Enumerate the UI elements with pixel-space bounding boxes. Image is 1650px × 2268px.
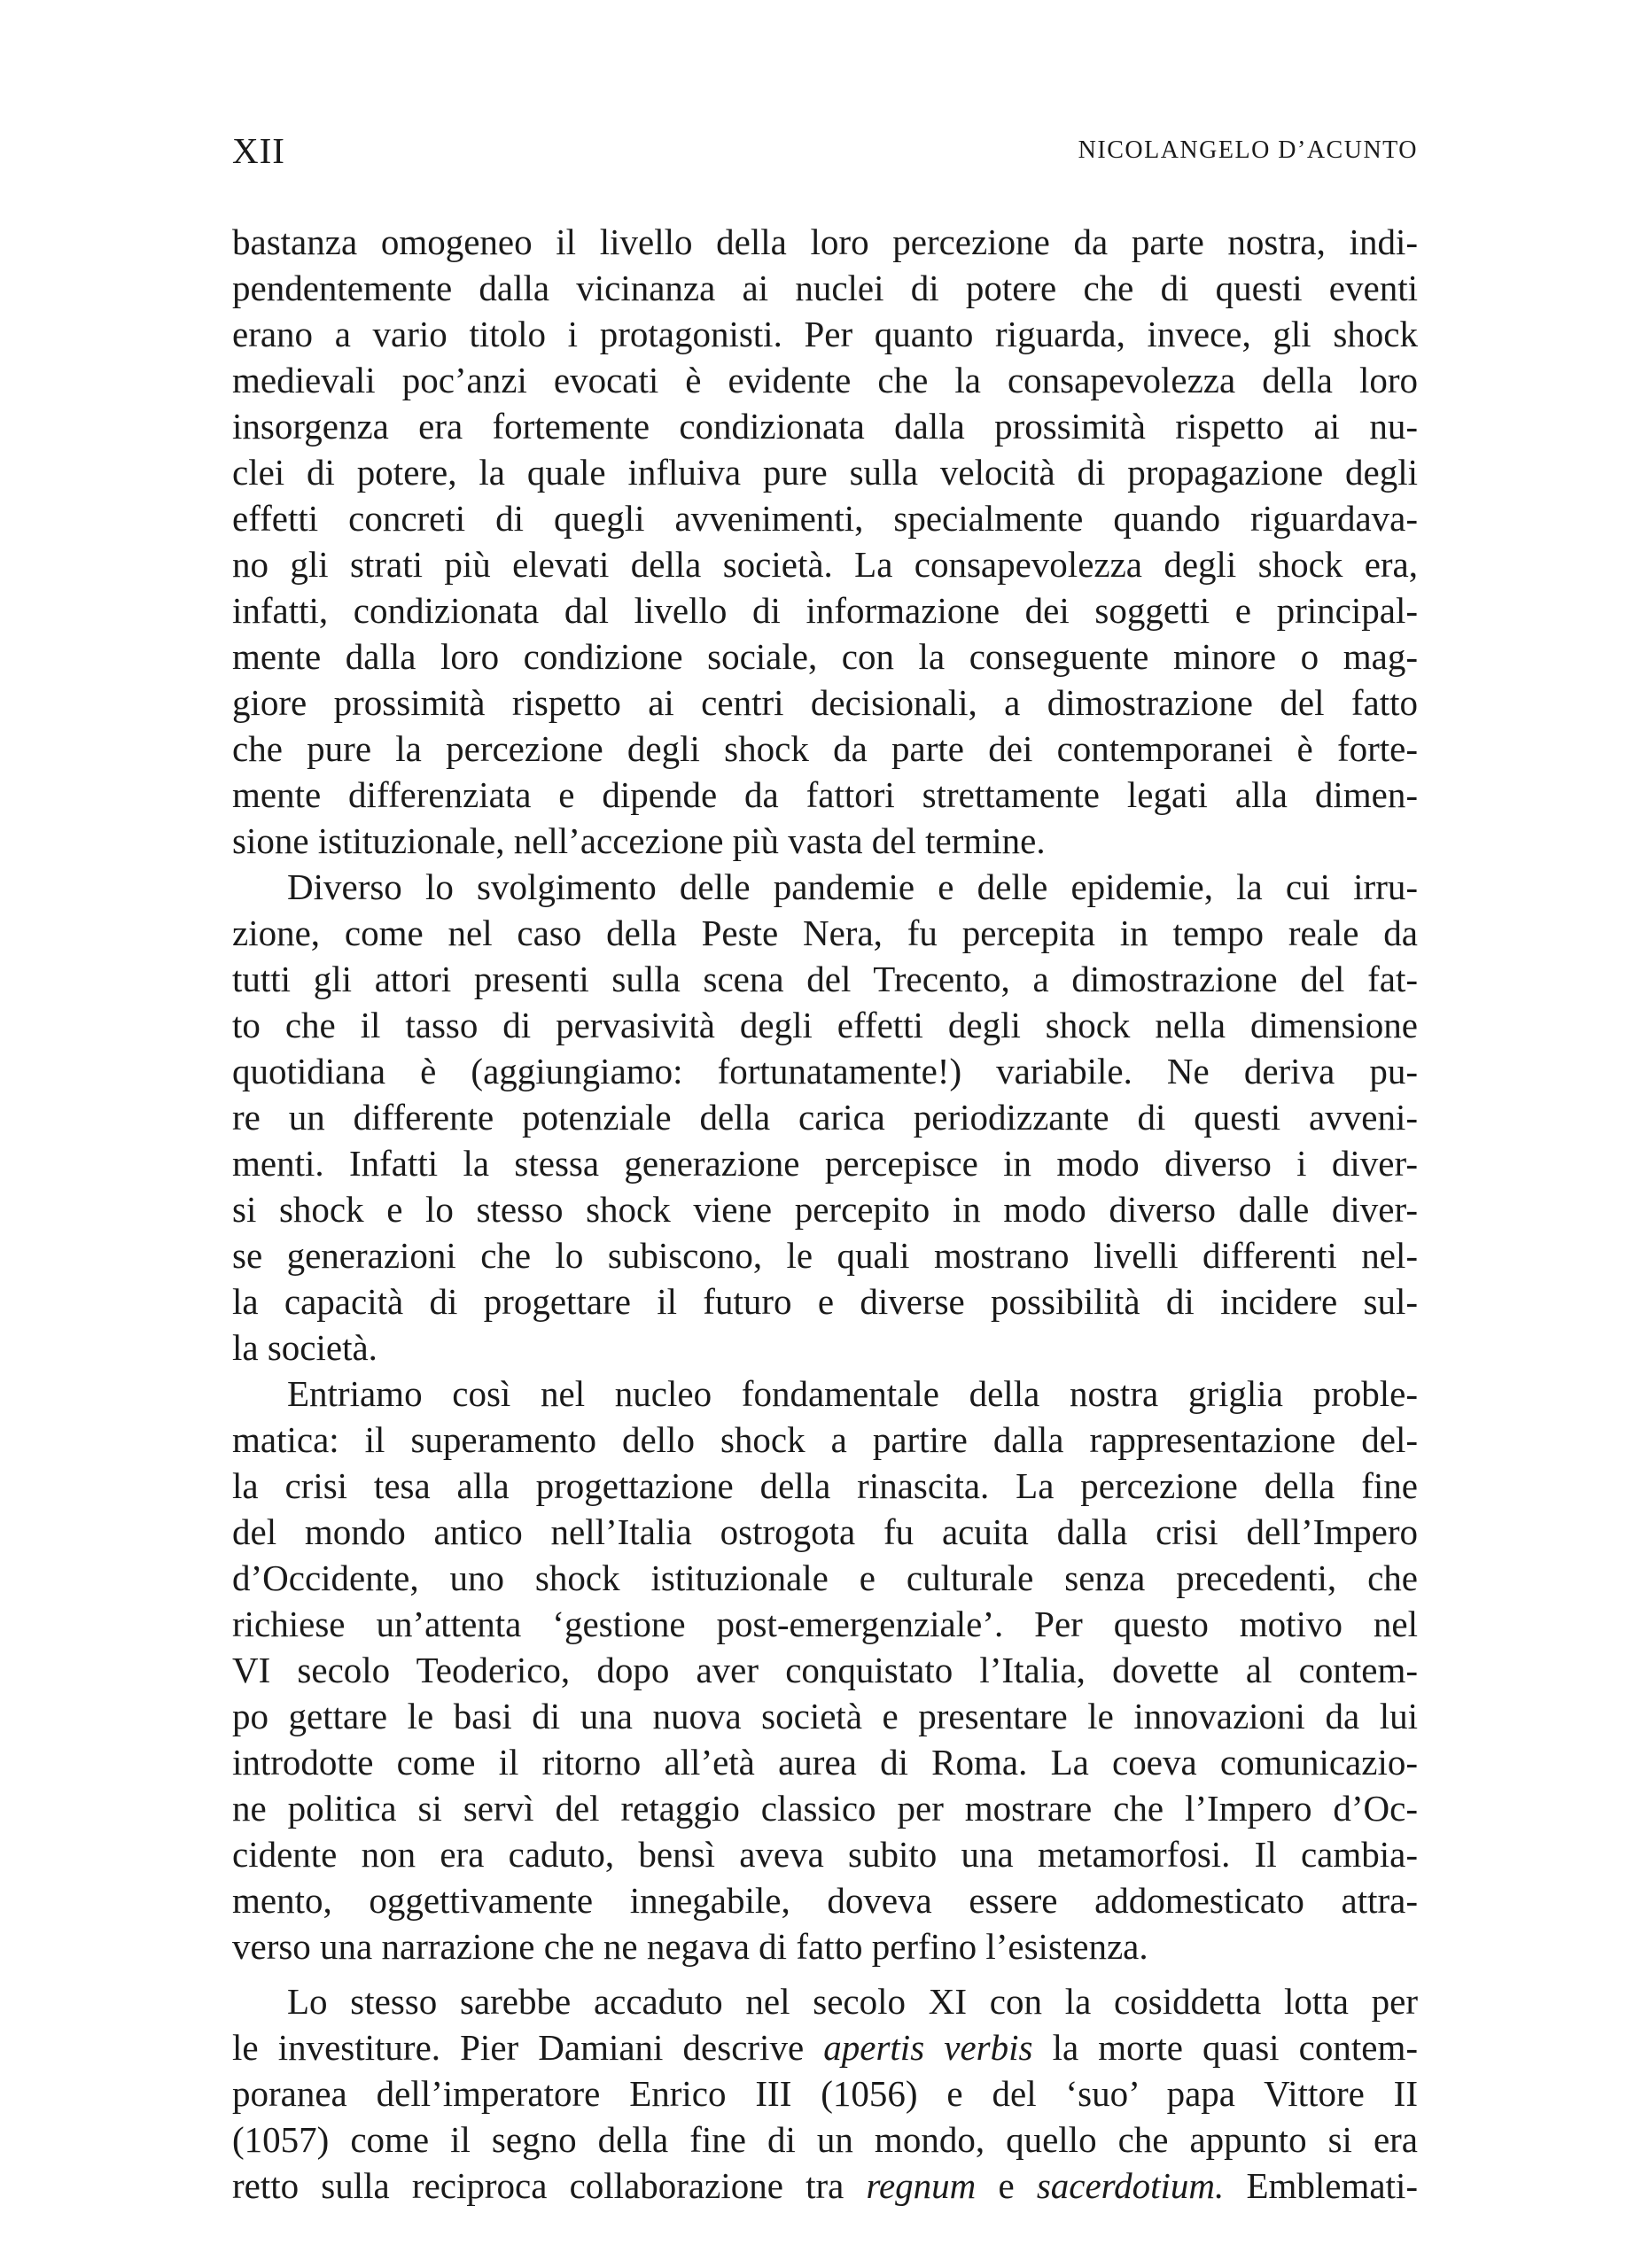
- text-line: sione istituzionale, nell’accezione più vasta del termine.: [232, 820, 1046, 861]
- paragraph-3: [232, 1371, 1418, 1969]
- text-line: clei di potere, la quale influiva pure sulla velocità di propagazione degli: [232, 452, 1418, 493]
- text-line: infatti, condizionata dal livello di informazione dei soggetti e principal-: [232, 590, 1418, 631]
- text-line: se generazioni che lo subiscono, le quali mostrano livelli differenti nel-: [232, 1235, 1418, 1276]
- text-line: quotidiana è (aggiungiamo: fortunatamente!) variabile. Ne deriva pu-: [232, 1051, 1418, 1091]
- text-line: la società.: [232, 1327, 377, 1368]
- text-line: [232, 2163, 1418, 2209]
- paragraph-4: [232, 1978, 1418, 2209]
- text-line: la crisi tesa alla progettazione della rinascita. La percezione della fine: [232, 1465, 1418, 1506]
- text-line: menti. Infatti la stessa generazione percepisce in modo diverso i diver-: [232, 1143, 1418, 1184]
- italic-latin-phrase: apertis verbis: [823, 2027, 1033, 2068]
- paragraph-2: [232, 864, 1418, 1371]
- paragraph-1: [232, 219, 1418, 864]
- italic-latin-term: sacerdotium.: [1036, 2165, 1225, 2206]
- text-run: la morte quasi contem-: [1032, 2027, 1418, 2068]
- text-line: verso una narrazione che ne negava di fatto perfino l’esistenza.: [232, 1926, 1148, 1967]
- italic-latin-term: regnum: [866, 2165, 977, 2206]
- text-line: cidente non era caduto, bensì aveva subito una metamorfosi. Il cambia-: [232, 1834, 1418, 1875]
- text-line: erano a vario titolo i protagonisti. Per quanto riguarda, invece, gli shock: [232, 314, 1418, 354]
- text-line: Lo stesso sarebbe accaduto nel secolo XI con la cosiddetta lotta per: [287, 1981, 1418, 2022]
- text-line: effetti concreti di quegli avvenimenti, specialmente quando riguardava-: [232, 498, 1418, 539]
- text-run: Emblemati-: [1224, 2165, 1418, 2206]
- text-line: richiese un’attenta ‘gestione post-emergenziale’. Per questo motivo nel: [232, 1604, 1418, 1644]
- text-line: la capacità di progettare il futuro e diverse possibilità di incidere sul-: [232, 1281, 1418, 1322]
- text-line: no gli strati più elevati della società. La consapevolezza degli shock era,: [232, 544, 1418, 585]
- text-line: pendentemente dalla vicinanza ai nuclei di potere che di questi eventi: [232, 268, 1418, 308]
- text-line: po gettare le basi di una nuova società e presentare le innovazioni da lui: [232, 1696, 1418, 1736]
- text-line: [232, 2024, 1418, 2070]
- text-line: giore prossimità rispetto ai centri decisionali, a dimostrazione del fatto: [232, 682, 1418, 723]
- text-line: del mondo antico nell’Italia ostrogota fu acuita dalla crisi dell’Impero: [232, 1511, 1418, 1552]
- text-line: VI secolo Teoderico, dopo aver conquistato l’Italia, dovette al contem-: [232, 1650, 1418, 1690]
- text-line: re un differente potenziale della carica periodizzante di questi avveni-: [232, 1097, 1418, 1138]
- running-head: [232, 124, 1418, 177]
- text-line: introdotte come il ritorno all’età aurea di Roma. La coeva comunicazio-: [232, 1742, 1418, 1783]
- text-line: mente differenziata e dipende da fattori strettamente legati alla dimen-: [232, 774, 1418, 815]
- text-line: insorgenza era fortemente condizionata dalla prossimità rispetto ai nu-: [232, 406, 1418, 447]
- text-line: ne politica si servì del retaggio classico per mostrare che l’Impero d’Oc-: [232, 1788, 1418, 1829]
- text-line: medievali poc’anzi evocati è evidente che la consapevolezza della loro: [232, 360, 1418, 400]
- text-run: e: [976, 2165, 1037, 2206]
- text-run: le investiture. Pier Damiani descrive: [232, 2027, 824, 2068]
- text-line: bastanza omogeneo il livello della loro percezione da parte nostra, indi-: [232, 221, 1418, 262]
- body-text: [232, 219, 1418, 2209]
- page-number: XII: [232, 130, 285, 171]
- text-line: Diverso lo svolgimento delle pandemie e delle epidemie, la cui irru-: [287, 866, 1418, 907]
- text-line: (1057) come il segno della fine di un mondo, quello che appunto si era: [232, 2119, 1418, 2160]
- text-line: matica: il superamento dello shock a partire dalla rappresentazione del-: [232, 1419, 1418, 1460]
- text-run: retto sulla reciproca collaborazione tra: [232, 2165, 867, 2206]
- text-line: mente dalla loro condizione sociale, con la conseguente minore o mag-: [232, 636, 1418, 677]
- text-line: si shock e lo stesso shock viene percepito in modo diverso dalle diver-: [232, 1189, 1418, 1230]
- running-head-author: NICOLANGELO D’ACUNTO: [1078, 136, 1418, 164]
- text-line: tutti gli attori presenti sulla scena del Trecento, a dimostrazione del fat-: [232, 959, 1418, 999]
- text-line: mento, oggettivamente innegabile, doveva essere addomesticato attra-: [232, 1880, 1418, 1921]
- text-line: d’Occidente, uno shock istituzionale e culturale senza precedenti, che: [232, 1557, 1418, 1598]
- text-line: Entriamo così nel nucleo fondamentale della nostra griglia proble-: [287, 1373, 1418, 1414]
- paragraph-gap: [232, 1969, 1418, 1978]
- text-line: to che il tasso di pervasività degli effetti degli shock nella dimensione: [232, 1005, 1418, 1045]
- text-line: che pure la percezione degli shock da parte dei contemporanei è forte-: [232, 728, 1418, 769]
- text-line: zione, come nel caso della Peste Nera, fu percepita in tempo reale da: [232, 913, 1418, 953]
- text-line: poranea dell’imperatore Enrico III (1056) e del ‘suo’ papa Vittore II: [232, 2073, 1418, 2114]
